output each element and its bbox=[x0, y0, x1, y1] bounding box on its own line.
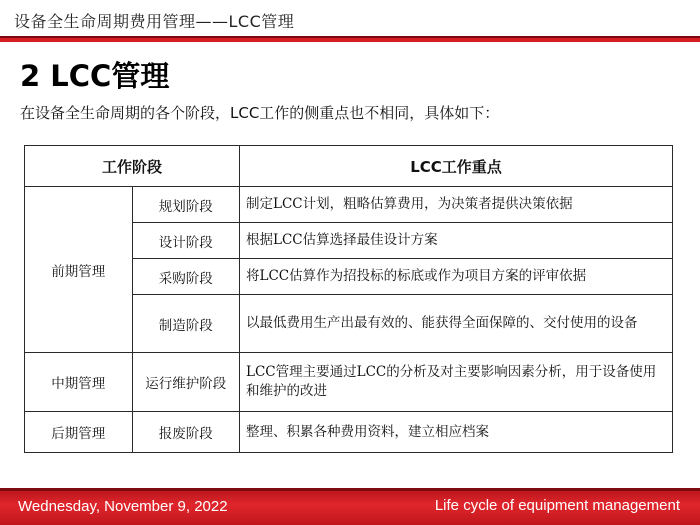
stage-cell: 采购阶段 bbox=[132, 259, 240, 295]
column-header-focus: LCC工作重点 bbox=[240, 146, 673, 187]
stage-cell: 运行维护阶段 bbox=[132, 353, 240, 412]
phase-cell: 后期管理 bbox=[25, 412, 133, 453]
focus-cell: 制定LCC计划，粗略估算费用，为决策者提供决策依据 bbox=[240, 187, 673, 223]
phase-cell: 中期管理 bbox=[25, 353, 133, 412]
footer-date: Wednesday, November 9, 2022 bbox=[18, 498, 228, 515]
focus-cell: 将LCC估算作为招投标的标底或作为项目方案的评审依据 bbox=[240, 259, 673, 295]
header-title: 设备全生命周期费用管理——LCC管理 bbox=[14, 12, 295, 31]
table-row bbox=[25, 353, 673, 412]
table-row bbox=[25, 187, 673, 223]
focus-cell: LCC管理主要通过LCC的分析及对主要影响因素分析，用于设备使用和维护的改进 bbox=[240, 353, 673, 412]
stage-cell: 报废阶段 bbox=[132, 412, 240, 453]
table-header-row bbox=[25, 146, 673, 187]
slide-title: 2 LCC管理 bbox=[20, 59, 170, 93]
footer-caption: Life cycle of equipment management bbox=[434, 497, 680, 514]
stage-cell: 设计阶段 bbox=[132, 223, 240, 259]
lcc-table bbox=[24, 145, 673, 453]
stage-cell: 制造阶段 bbox=[132, 295, 240, 353]
footer-divider bbox=[0, 488, 700, 491]
stage-cell: 规划阶段 bbox=[132, 187, 240, 223]
table-row bbox=[25, 412, 673, 453]
focus-cell: 根据LCC估算选择最佳设计方案 bbox=[240, 223, 673, 259]
focus-cell: 以最低费用生产出最有效的、能获得全面保障的、交付使用的设备 bbox=[240, 295, 673, 353]
column-header-stage: 工作阶段 bbox=[25, 146, 240, 187]
phase-cell: 前期管理 bbox=[25, 187, 133, 353]
intro-text: 在设备全生命周期的各个阶段，LCC工作的侧重点也不相同，具体如下： bbox=[20, 104, 500, 122]
focus-cell: 整理、积累各种费用资料，建立相应档案 bbox=[240, 412, 673, 453]
header-divider bbox=[0, 36, 700, 42]
